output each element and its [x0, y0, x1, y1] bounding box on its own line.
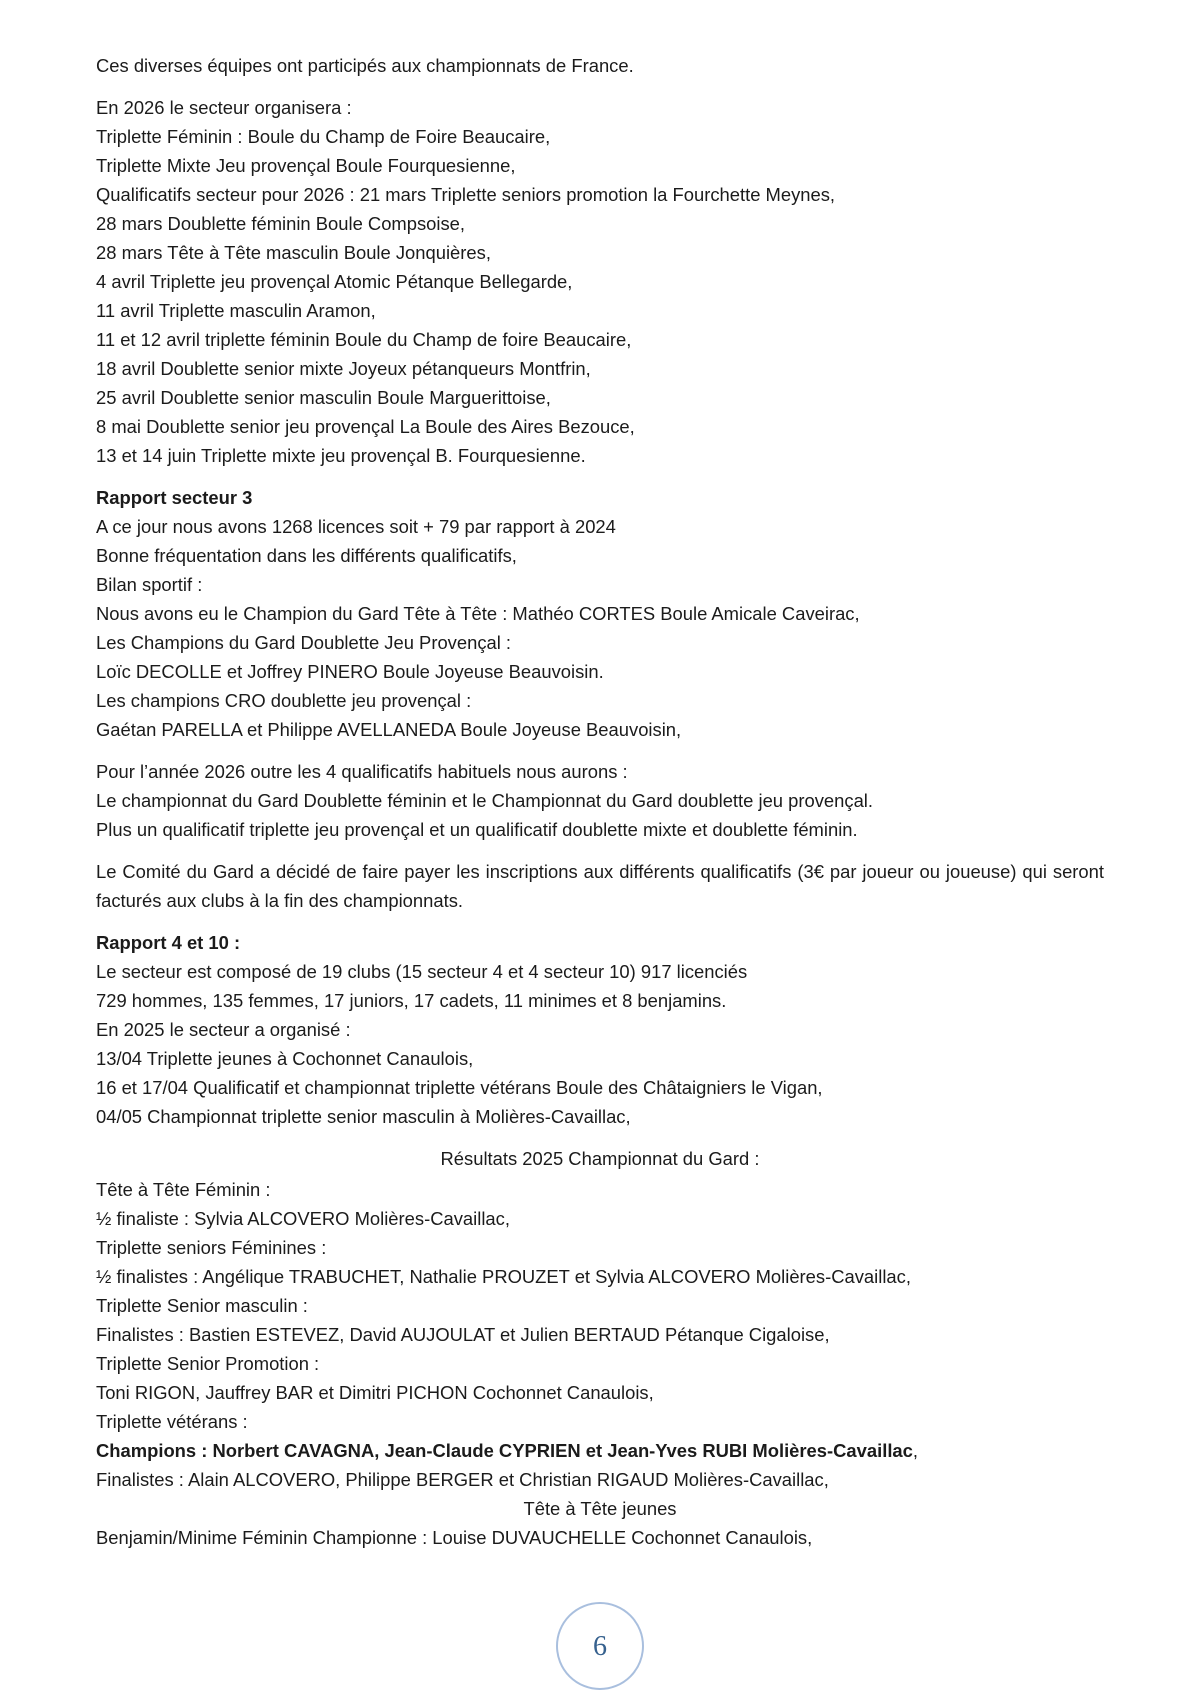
text-line: 11 et 12 avril triplette féminin Boule du Champ de foire Beaucaire, — [96, 329, 632, 350]
text-line: 11 avril Triplette masculin Aramon, — [96, 300, 376, 321]
paragraph-schedule-2026 — [96, 93, 1104, 470]
text-line: Triplette Mixte Jeu provençal Boule Fourquesienne, — [96, 155, 516, 176]
text-line: Le championnat du Gard Doublette féminin et le Championnat du Gard doublette jeu provençal. — [96, 790, 873, 811]
text-line: En 2026 le secteur organisera : — [96, 97, 352, 118]
text-line: Les champions CRO doublette jeu provençal : — [96, 690, 472, 711]
text-line: En 2025 le secteur a organisé : — [96, 1019, 351, 1040]
section-heading-rapport-secteur-3: Rapport secteur 3 — [96, 487, 253, 508]
text-line: Triplette Féminin : Boule du Champ de Foire Beaucaire, — [96, 126, 551, 147]
text-line: 28 mars Tête à Tête masculin Boule Jonquières, — [96, 242, 491, 263]
text-line: 729 hommes, 135 femmes, 17 juniors, 17 cadets, 11 minimes et 8 benjamins. — [96, 990, 727, 1011]
champions-suffix: , — [912, 1440, 919, 1461]
text-line: Triplette seniors Féminines : — [96, 1237, 327, 1258]
text-line: Bonne fréquentation dans les différents qualificatifs, — [96, 545, 517, 566]
text-line: 13 et 14 juin Triplette mixte jeu provençal B. Fourquesienne. — [96, 445, 586, 466]
text-line: Plus un qualificatif triplette jeu provençal et un qualificatif doublette mixte et doublette féminin. — [96, 819, 858, 840]
text-line: Le secteur est composé de 19 clubs (15 secteur 4 et 4 secteur 10) 917 licenciés — [96, 961, 748, 982]
text-line: Triplette vétérans : — [96, 1411, 248, 1432]
paragraph-plans-2026 — [96, 757, 1104, 844]
text-line: Pour l’année 2026 outre les 4 qualificatifs habituels nous aurons : — [96, 761, 628, 782]
text-line: Triplette Senior Promotion : — [96, 1353, 320, 1374]
text-line: 13/04 Triplette jeunes à Cochonnet Canaulois, — [96, 1048, 474, 1069]
text-line: Finalistes : Bastien ESTEVEZ, David AUJOULAT et Julien BERTAUD Pétanque Cigaloise, — [96, 1324, 830, 1345]
text-line: Gaétan PARELLA et Philippe AVELLANEDA Boule Joyeuse Beauvoisin, — [96, 719, 682, 740]
text-line: Finalistes : Alain ALCOVERO, Philippe BERGER et Christian RIGAUD Molières-Cavaillac, — [96, 1469, 829, 1490]
page-number: 6 — [593, 1630, 607, 1662]
text-line: Tête à Tête Féminin : — [96, 1179, 271, 1200]
text-line: 28 mars Doublette féminin Boule Compsoise, — [96, 213, 466, 234]
text-line: A ce jour nous avons 1268 licences soit + 79 par rapport à 2024 — [96, 516, 616, 537]
page-number-badge — [556, 1602, 644, 1690]
tete-a-tete-jeunes-title: Tête à Tête jeunes — [523, 1498, 677, 1519]
section-rapport-4-10 — [96, 928, 1104, 1131]
text-line: Bilan sportif : — [96, 574, 203, 595]
section-resultats-2025 — [96, 1175, 1104, 1552]
paragraph-intro: Ces diverses équipes ont participés aux championnats de France. — [96, 55, 634, 76]
text-line-champions — [96, 1436, 1104, 1465]
text-line: ½ finalistes : Angélique TRABUCHET, Nathalie PROUZET et Sylvia ALCOVERO Molières-Cavaillac, — [96, 1266, 911, 1287]
text-line: Qualificatifs secteur pour 2026 : 21 mars Triplette seniors promotion la Fourchette Meynes, — [96, 184, 836, 205]
section-heading-rapport-4-10: Rapport 4 et 10 : — [96, 932, 241, 953]
text-line: 04/05 Championnat triplette senior masculin à Molières-Cavaillac, — [96, 1106, 631, 1127]
resultats-2025-title: Résultats 2025 Championnat du Gard : — [440, 1148, 760, 1169]
paragraph-comite-note: Le Comité du Gard a décidé de faire payer les inscriptions aux différents qualificatifs (3€ par joueur ou joueuse) qui seront facturés aux clubs à la fin des championnats. — [96, 861, 1104, 911]
text-line: 8 mai Doublette senior jeu provençal La Boule des Aires Bezouce, — [96, 416, 635, 437]
text-line: Triplette Senior masculin : — [96, 1295, 308, 1316]
text-line: 25 avril Doublette senior masculin Boule Marguerittoise, — [96, 387, 551, 408]
text-line: Nous avons eu le Champion du Gard Tête à Tête : Mathéo CORTES Boule Amicale Caveirac, — [96, 603, 860, 624]
text-line: Loïc DECOLLE et Joffrey PINERO Boule Joyeuse Beauvoisin. — [96, 661, 604, 682]
text-line: Toni RIGON, Jauffrey BAR et Dimitri PICHON Cochonnet Canaulois, — [96, 1382, 654, 1403]
text-line: 4 avril Triplette jeu provençal Atomic Pétanque Bellegarde, — [96, 271, 573, 292]
text-line: Les Champions du Gard Doublette Jeu Provençal : — [96, 632, 512, 653]
section-rapport-secteur-3 — [96, 483, 1104, 744]
text-line: 18 avril Doublette senior mixte Joyeux pétanqueurs Montfrin, — [96, 358, 591, 379]
champions-bold-text: Champions : Norbert CAVAGNA, Jean-Claude CYPRIEN et Jean-Yves RUBI Molières-Cavaillac — [96, 1440, 913, 1461]
text-line: 16 et 17/04 Qualificatif et championnat triplette vétérans Boule des Châtaigniers le Vigan, — [96, 1077, 823, 1098]
text-line: Benjamin/Minime Féminin Championne : Louise DUVAUCHELLE Cochonnet Canaulois, — [96, 1527, 813, 1548]
text-line: ½ finaliste : Sylvia ALCOVERO Molières-Cavaillac, — [96, 1208, 510, 1229]
